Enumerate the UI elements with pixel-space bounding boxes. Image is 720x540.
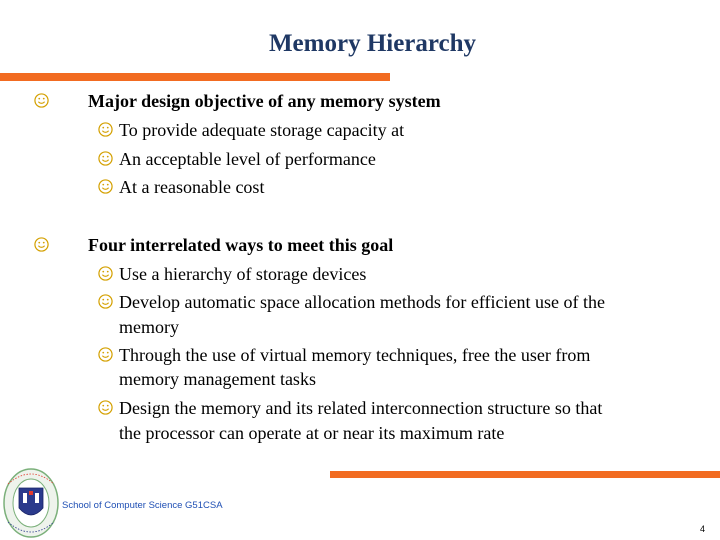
bullet-item: Through the use of virtual memory techniques, free the user from [119, 345, 591, 365]
smiley-face-icon [98, 179, 113, 194]
bullet-item-continuation: the processor can operate at or near its maximum rate [119, 423, 505, 443]
bullet-item: Design the memory and its related interconnection structure so that [119, 398, 603, 418]
smiley-face-icon [98, 266, 113, 281]
bullet-item-continuation: memory management tasks [119, 369, 316, 389]
page-number: 4 [700, 524, 706, 534]
smiley-face-icon [34, 237, 49, 252]
footer-divider [330, 471, 720, 478]
smiley-face-icon [98, 151, 113, 166]
smiley-face-icon [98, 347, 113, 362]
university-logo [2, 466, 60, 540]
bullet-item: To provide adequate storage capacity at [119, 120, 405, 140]
section-heading: Major design objective of any memory system [88, 91, 441, 111]
bullet-item: At a reasonable cost [119, 177, 265, 197]
bullet-item: Develop automatic space allocation methods for efficient use of the [119, 292, 605, 312]
bullet-item-continuation: memory [119, 317, 179, 337]
smiley-face-icon [98, 294, 113, 309]
section-heading: Four interrelated ways to meet this goal [88, 235, 394, 255]
smiley-face-icon [34, 93, 49, 108]
smiley-face-icon [98, 122, 113, 137]
title-divider [0, 73, 390, 81]
smiley-face-icon [98, 400, 113, 415]
bullet-item: An acceptable level of performance [119, 149, 376, 169]
bullet-item: Use a hierarchy of storage devices [119, 264, 367, 284]
footer-label: School of Computer Science G51CSA [62, 500, 223, 511]
slide-title: Memory Hierarchy [268, 30, 477, 57]
